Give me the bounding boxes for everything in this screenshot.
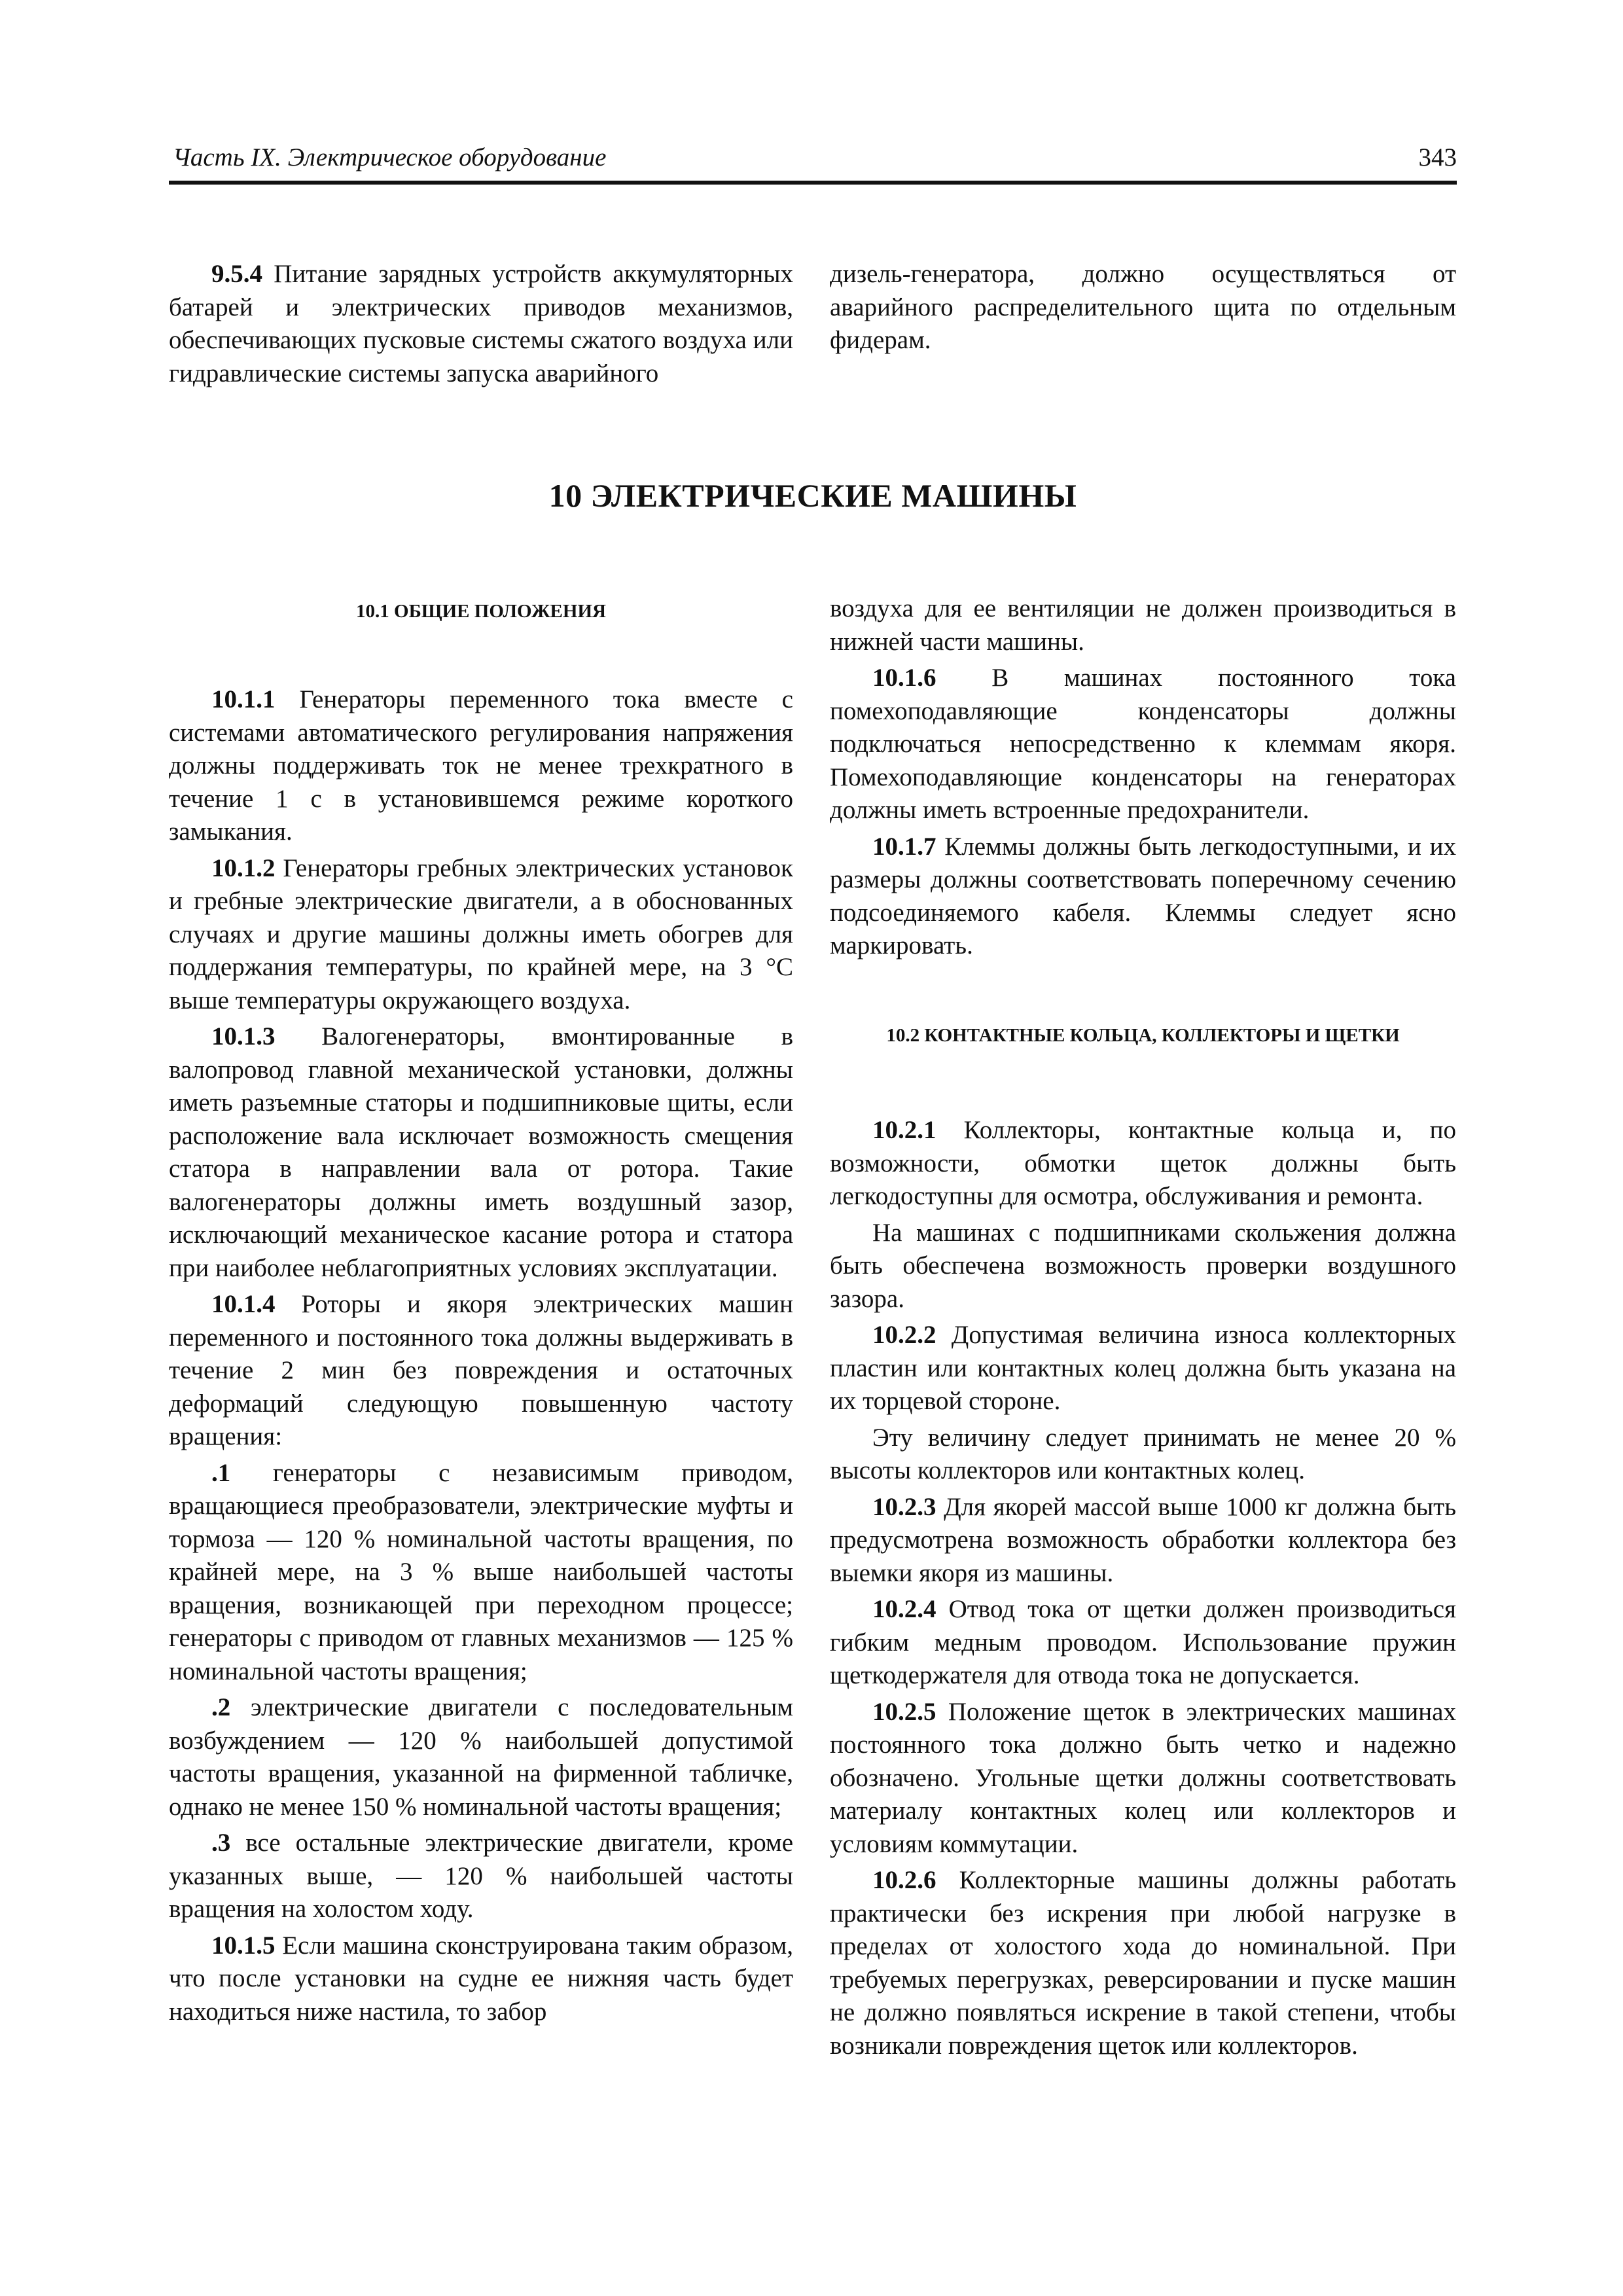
clause-text: Отвод тока от щетки должен производиться гибким медным проводом. Использование пружин щеткодержателя для отвода тока не допускается. <box>830 1595 1456 1689</box>
clause-number: 10.2.2 <box>872 1321 936 1349</box>
clause-text: Если машина сконструирована таким образом, что после установки на судне ее нижняя часть будет находиться ниже настила, то забор <box>169 1931 793 2026</box>
clause-text: Генераторы гребных электрических установок и гребные электрические двигатели, а в обоснованных случаях и другие машины должны иметь обогрев для поддержания температуры, по крайней мере, на 3 °С выше температуры окружающего воздуха. <box>169 853 793 1014</box>
clause-text: Коллекторы, контактные кольца и, по возможности, обмотки щеток должны быть легкодоступны для осмотра, обслуживания и ремонта. <box>830 1116 1456 1210</box>
clause-text: Клеммы должны быть легкодоступными, и их размеры должны соответствовать поперечному сечению подсоединяемого кабеля. Клеммы следует ясно маркировать. <box>830 832 1456 960</box>
section-heading-10-2: 10.2 КОНТАКТНЫЕ КОЛЬЦА, КОЛЛЕКТОРЫ И ЩЕТКИ <box>886 1025 1400 1046</box>
clause-number: 10.1.2 <box>211 853 276 882</box>
clause-text: воздуха для ее вентиляции не должен производиться в нижней части машины. <box>830 594 1456 656</box>
clause-number: 10.2.4 <box>872 1595 936 1623</box>
clause-text: Для якорей массой выше 1000 кг должна быть предусмотрена возможность обработки коллектора без выемки якоря из машины. <box>830 1492 1456 1587</box>
clause-text: Валогенераторы, вмонтированные в валопровод главной механической установки, должны иметь разъемные статоры и подшипниковые щиты, если расположение вала исключает возможность смещения статора в направлении вала от ротора. Такие валогенераторы должны иметь воздушный зазор, исключающий механическое касание ротора и статора при наиболее неблагоприятных условиях эксплуатации. <box>169 1022 793 1282</box>
list-item-text: электрические двигатели с последовательным возбуждением — 120 % наибольшей допустимой частоты вращения, указанной на фирменной табличке, однако не менее 150 % номинальной частоты вращения; <box>169 1693 793 1821</box>
clause-number: 10.1.4 <box>211 1290 276 1318</box>
clause-text: В машинах постоянного тока помехоподавляющие конденсаторы должны подключаться непосредственно к клеммам якоря. Помехоподавляющие конденсаторы на генераторах должны иметь встроенные предохранители. <box>830 664 1456 824</box>
chapter-title: 10 ЭЛЕКТРИЧЕСКИЕ МАШИНЫ <box>548 477 1077 514</box>
list-item-number: .3 <box>211 1829 231 1857</box>
clause-number: 9.5.4 <box>211 260 262 288</box>
clause-text: Генераторы переменного тока вместе с системами автоматического регулирования напряжения должны поддерживать ток не менее трехкратного в течение 1 с в установившемся режиме короткого замыкания. <box>169 685 793 846</box>
section-heading-10-1: 10.1 ОБЩИЕ ПОЛОЖЕНИЯ <box>356 601 606 622</box>
right-column-upper <box>830 592 1456 963</box>
clause-number: 10.2.1 <box>872 1116 936 1144</box>
clause-number: 10.1.6 <box>872 664 936 692</box>
list-item-text: генераторы с независимым приводом, вращающиеся преобразователи, электрические муфты и тормоза — 120 % номинальной частоты вращения, по крайней мере, на 3 % выше наибольшей частоты вращения, возникающей при переходном процессе; генераторы с приводом от главных механизмов — 125 % номинальной частоты вращения; <box>169 1458 793 1685</box>
clause-number: 10.1.3 <box>211 1022 276 1050</box>
clause-number: 10.2.3 <box>872 1492 936 1521</box>
page-number: 343 <box>1418 143 1457 171</box>
paragraph-9-5-4-continued <box>830 258 1456 357</box>
clause-text: На машинах с подшипниками скольжения должна быть обеспечена возможность проверки воздушного зазора. <box>830 1218 1456 1313</box>
list-item-text: все остальные электрические двигатели, кроме указанных выше, — 120 % наибольшей частоты вращения на холостом ходу. <box>169 1829 793 1923</box>
list-item-number: .1 <box>211 1458 231 1487</box>
paragraph-9-5-4 <box>169 258 793 390</box>
clause-text: дизель-генератора, должно осуществляться от аварийного распределительного щита по отдельным фидерам. <box>830 260 1456 354</box>
list-item-number: .2 <box>211 1693 231 1721</box>
clause-number: 10.1.7 <box>872 832 936 861</box>
running-header-title: Часть IX. Электрическое оборудование <box>173 143 607 171</box>
clause-text: Допустимая величина износа коллекторных пластин или контактных колец должна быть указана на их торцевой стороне. <box>830 1321 1456 1415</box>
clause-text: Коллекторные машины должны работать практически без искрения при любой нагрузке в пределах от холостого хода до номинальной. При требуемых перегрузках, реверсировании и пуске машин не должно появляться искрение в такой степени, чтобы возникали повреждения щеток или коллекторов. <box>830 1866 1456 2060</box>
clause-number: 10.1.1 <box>211 685 276 713</box>
clause-text: Роторы и якоря электрических машин переменного и постоянного тока должны выдерживать в течение 2 мин без повреждения и остаточных деформаций следующую повышенную частоту вращения: <box>169 1290 793 1450</box>
clause-text: Питание зарядных устройств аккумуляторных батарей и электрических приводов механизмов, обеспечивающих пусковые системы сжатого воздуха или гидравлические системы запуска аварийного <box>169 260 793 387</box>
left-column <box>169 683 793 2028</box>
clause-number: 10.2.6 <box>872 1866 936 1894</box>
clause-text: Эту величину следует принимать не менее 20 % высоты коллекторов или контактных колец. <box>830 1423 1456 1484</box>
clause-text: Положение щеток в электрических машинах постоянного тока должно быть четко и надежно обозначено. Угольные щетки должны соответствовать материалу контактных колец или коллекторов и условиям коммутации. <box>830 1697 1456 1858</box>
right-column-lower <box>830 1114 1456 2062</box>
clause-number: 10.1.5 <box>211 1931 276 1960</box>
clause-number: 10.2.5 <box>872 1697 936 1726</box>
running-header <box>169 141 1457 185</box>
